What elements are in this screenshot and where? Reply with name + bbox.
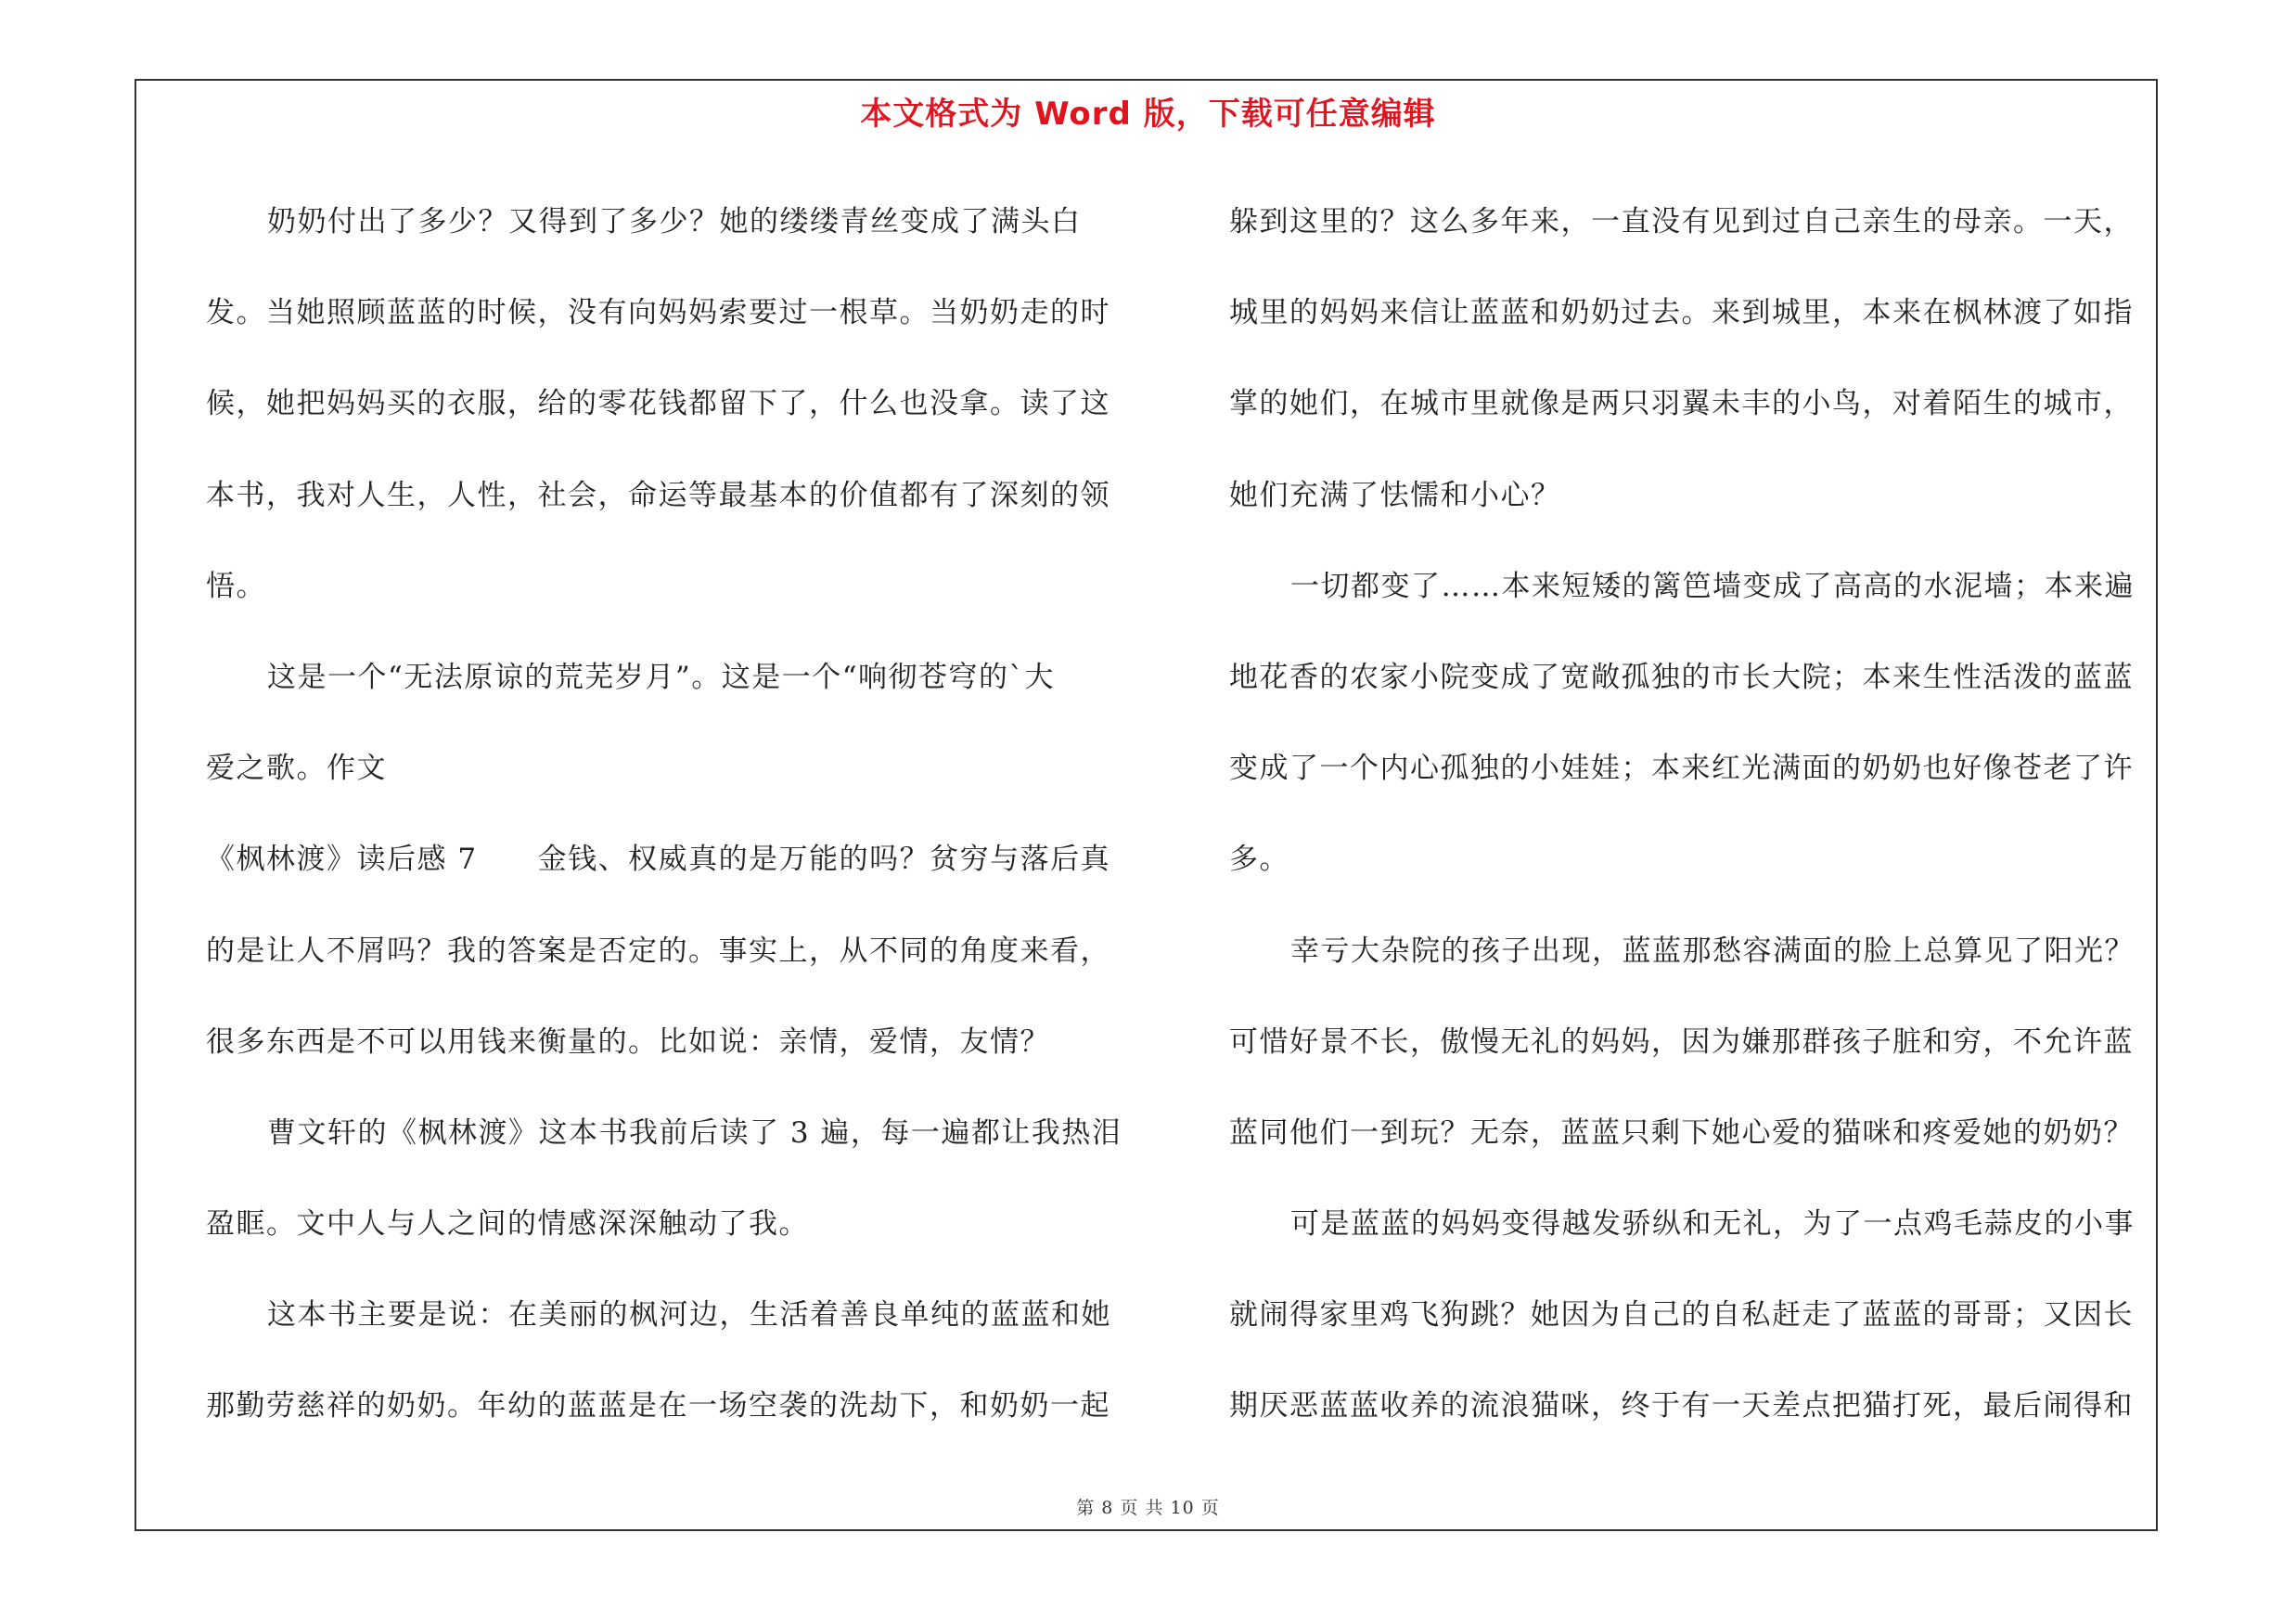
page-indicator: 第 8 页 共 10 页: [1076, 1498, 1220, 1518]
text-line: 本书，我对人生，人性，社会，命运等最基本的价值都有了深刻的领: [206, 478, 1110, 512]
text-line: 发。当她照顾蓝蓝的时候，没有向妈妈索要过一根草。当奶奶走的时: [206, 296, 1110, 330]
text-line: 就闹得家里鸡飞狗跳？她因为自己的自私赶走了蓝蓝的哥哥；又因长: [1229, 1298, 2134, 1333]
text-line: 期厌恶蓝蓝收养的流浪猫咪，终于有一天差点把猫打死，最后闹得和: [1229, 1389, 2134, 1423]
text-line: 很多东西是不可以用钱来衡量的。比如说：亲情，爱情，友情？: [206, 1024, 1050, 1059]
text-line: 她们充满了怯懦和小心？: [1229, 478, 1561, 512]
text-line: 曹文轩的《枫林渡》这本书我前后读了 3 遍，每一遍都让我热泪: [267, 1115, 1122, 1150]
text-line: 爱之歌。作文: [206, 752, 387, 786]
text-line: 多。: [1229, 843, 1289, 877]
text-line: 奶奶付出了多少？又得到了多少？她的缕缕青丝变成了满头白: [267, 205, 1082, 238]
text-line: 躲到这里的？这么多年来，一直没有见到过自己亲生的母亲。一天，: [1229, 205, 2134, 238]
right-column: [1229, 176, 2175, 1452]
text-line: 可是蓝蓝的妈妈变得越发骄纵和无礼，为了一点鸡毛蒜皮的小事: [1290, 1207, 2135, 1242]
header-banner: 本文格式为 Word 版，下载可任意编辑: [860, 96, 1436, 133]
text-line: 地花香的农家小院变成了宽敞孤独的市长大院；本来生性活泼的蓝蓝: [1229, 660, 2134, 694]
text-line: 的是让人不屑吗？我的答案是否定的。事实上，从不同的角度来看，: [206, 934, 1110, 968]
text-line: 那勤劳慈祥的奶奶。年幼的蓝蓝是在一场空袭的洗劫下，和奶奶一起: [206, 1389, 1110, 1423]
text-line: 《枫林渡》读后感 7 金钱、权威真的是万能的吗？贫穷与落后真: [206, 843, 1111, 877]
text-line: 变成了一个内心孤独的小娃娃；本来红光满面的奶奶也好像苍老了许: [1229, 752, 2134, 786]
text-line: 候，她把妈妈买的衣服，给的零花钱都留下了，什么也没拿。读了这: [206, 387, 1110, 421]
text-line: 掌的她们，在城市里就像是两只羽翼未丰的小鸟，对着陌生的城市，: [1229, 387, 2134, 421]
text-line: 幸亏大杂院的孩子出现，蓝蓝那愁容满面的脸上总算见了阳光？: [1290, 934, 2135, 968]
text-line: 城里的妈妈来信让蓝蓝和奶奶过去。来到城里，本来在枫林渡了如指: [1229, 296, 2134, 330]
text-line: 蓝同他们一到玩？无奈，蓝蓝只剩下她心爱的猫咪和疼爱她的奶奶？: [1229, 1115, 2134, 1150]
text-line: 这是一个“无法原谅的荒芜岁月”。这是一个“响彻苍穹的`大: [267, 660, 1056, 694]
text-line: 悟。: [206, 569, 266, 603]
text-line: 这本书主要是说：在美丽的枫河边，生活着善良单纯的蓝蓝和她: [267, 1298, 1111, 1333]
left-column: [206, 176, 1124, 1452]
text-line: 盈眶。文中人与人之间的情感深深触动了我。: [206, 1207, 809, 1242]
text-line: 一切都变了……本来短矮的篱笆墙变成了高高的水泥墙；本来遍: [1290, 569, 2135, 603]
text-line: 可惜好景不长，傲慢无礼的妈妈，因为嫌那群孩子脏和穷，不允许蓝: [1229, 1024, 2134, 1059]
